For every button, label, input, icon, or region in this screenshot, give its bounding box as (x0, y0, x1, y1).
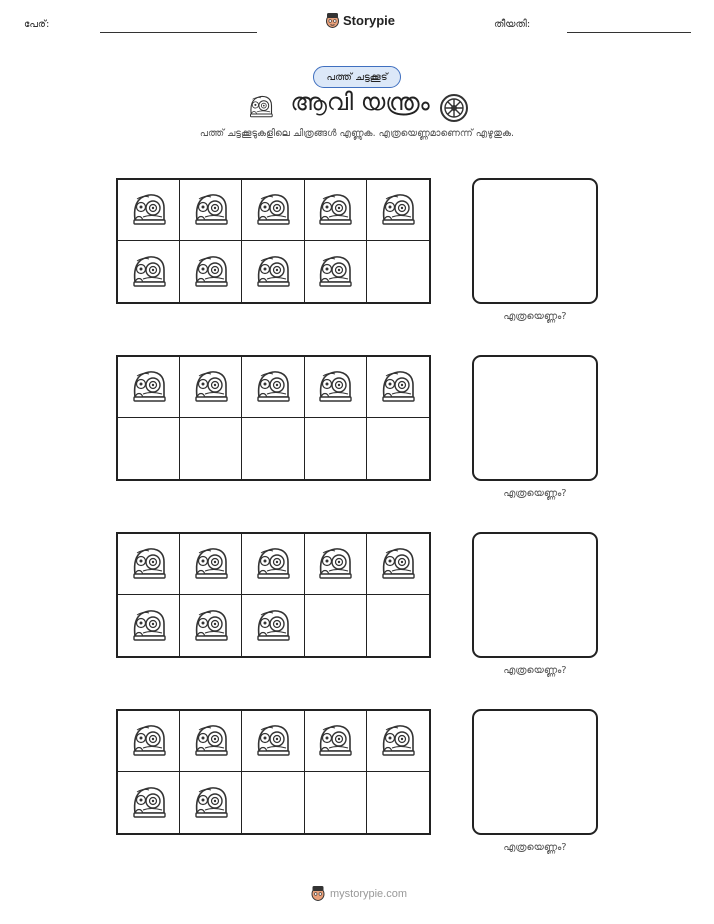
footer-url[interactable]: mystorypie.com (330, 887, 408, 900)
ten-frame-cell (118, 534, 180, 595)
ten-frame-cell (367, 180, 429, 241)
name-label: പേര്: (24, 19, 50, 30)
ten-frame-cell (242, 711, 304, 772)
ten-frame-cell (118, 772, 180, 833)
name-line[interactable] (100, 32, 257, 33)
ten-frame-cell (180, 241, 242, 302)
brand-logo (325, 12, 395, 29)
steam-engine-icon (315, 721, 355, 761)
ten-frame-3 (116, 532, 431, 658)
ten-frame-cell (118, 241, 180, 302)
ten-frame-cell (305, 418, 367, 479)
footer (310, 885, 407, 902)
ten-frame-cell (305, 357, 367, 418)
date-label: തീയതി: (494, 19, 531, 30)
ten-frame-cell (367, 534, 429, 595)
steam-engine-icon (253, 252, 293, 292)
ten-frame-cell (242, 534, 304, 595)
ten-frame-cell (242, 180, 304, 241)
steam-engine-icon (315, 190, 355, 230)
brand-name: Storypie (343, 13, 396, 28)
steam-engine-icon (253, 190, 293, 230)
gear-wheel-icon (439, 93, 469, 123)
answer-box-1[interactable] (472, 178, 598, 304)
steam-engine-icon (129, 190, 169, 230)
ten-frame-cell (180, 534, 242, 595)
ten-frame-cell (367, 772, 429, 833)
ten-frame-cell (180, 180, 242, 241)
topic-badge: പത്ത് ചട്ടക്കൂട് (313, 66, 401, 88)
steam-engine-icon (191, 721, 231, 761)
ten-frame-cell (180, 595, 242, 656)
ten-frame-cell (305, 180, 367, 241)
steam-engine-icon (247, 93, 275, 121)
answer-box-3[interactable] (472, 532, 598, 658)
steam-engine-icon (253, 606, 293, 646)
steam-engine-icon (191, 190, 231, 230)
steam-engine-icon (378, 721, 418, 761)
steam-engine-icon (378, 190, 418, 230)
ten-frame-cell (305, 595, 367, 656)
date-line[interactable] (567, 32, 691, 33)
ten-frame-cell (367, 711, 429, 772)
ten-frame-cell (180, 418, 242, 479)
ten-frame-cell (305, 241, 367, 302)
ten-frame-cell (242, 772, 304, 833)
ten-frame-cell (367, 357, 429, 418)
ten-frame-cell (305, 711, 367, 772)
ten-frame-cell (242, 595, 304, 656)
steam-engine-icon (129, 606, 169, 646)
steam-engine-icon (191, 252, 231, 292)
ten-frame-cell (180, 772, 242, 833)
ten-frame-4 (116, 709, 431, 835)
ten-frame-cell (367, 418, 429, 479)
page-title: ആവി യന്ത്രം (290, 88, 430, 116)
steam-engine-icon (378, 367, 418, 407)
how-many-label: എത്രയെണ്ണം? (503, 311, 567, 322)
ten-frame-cell (367, 595, 429, 656)
steam-engine-icon (129, 367, 169, 407)
answer-box-2[interactable] (472, 355, 598, 481)
steam-engine-icon (191, 606, 231, 646)
steam-engine-icon (129, 252, 169, 292)
ten-frame-cell (118, 418, 180, 479)
ten-frame-cell (118, 180, 180, 241)
ten-frame-cell (242, 241, 304, 302)
instructions: പത്ത് ചട്ടക്കൂടുകളിലെ ചിത്രങ്ങൾ എണ്ണുക. എത്രയെണ്ണമാണെന്ന് എഴുതുക. (199, 128, 515, 139)
ten-frame-cell (305, 772, 367, 833)
how-many-label: എത്രയെണ്ണം? (503, 842, 567, 853)
ten-frame-cell (367, 241, 429, 302)
steam-engine-icon (315, 252, 355, 292)
ten-frame-cell (180, 711, 242, 772)
ten-frame-cell (242, 418, 304, 479)
ten-frame-2 (116, 355, 431, 481)
steam-engine-icon (191, 367, 231, 407)
ten-frame-cell (180, 357, 242, 418)
steam-engine-icon (315, 544, 355, 584)
steam-engine-icon (191, 783, 231, 823)
ten-frame-1 (116, 178, 431, 304)
how-many-label: എത്രയെണ്ണം? (503, 665, 567, 676)
ten-frame-cell (242, 357, 304, 418)
ten-frame-cell (305, 534, 367, 595)
storypie-mascot-icon (310, 885, 326, 902)
how-many-label: എത്രയെണ്ണം? (503, 488, 567, 499)
answer-box-4[interactable] (472, 709, 598, 835)
steam-engine-icon (253, 721, 293, 761)
steam-engine-icon (129, 721, 169, 761)
steam-engine-icon (253, 367, 293, 407)
steam-engine-icon (129, 544, 169, 584)
steam-engine-icon (253, 544, 293, 584)
steam-engine-icon (129, 783, 169, 823)
ten-frame-cell (118, 595, 180, 656)
steam-engine-icon (191, 544, 231, 584)
steam-engine-icon (315, 367, 355, 407)
storypie-mascot-icon (325, 12, 340, 29)
ten-frame-cell (118, 711, 180, 772)
steam-engine-icon (378, 544, 418, 584)
ten-frame-cell (118, 357, 180, 418)
